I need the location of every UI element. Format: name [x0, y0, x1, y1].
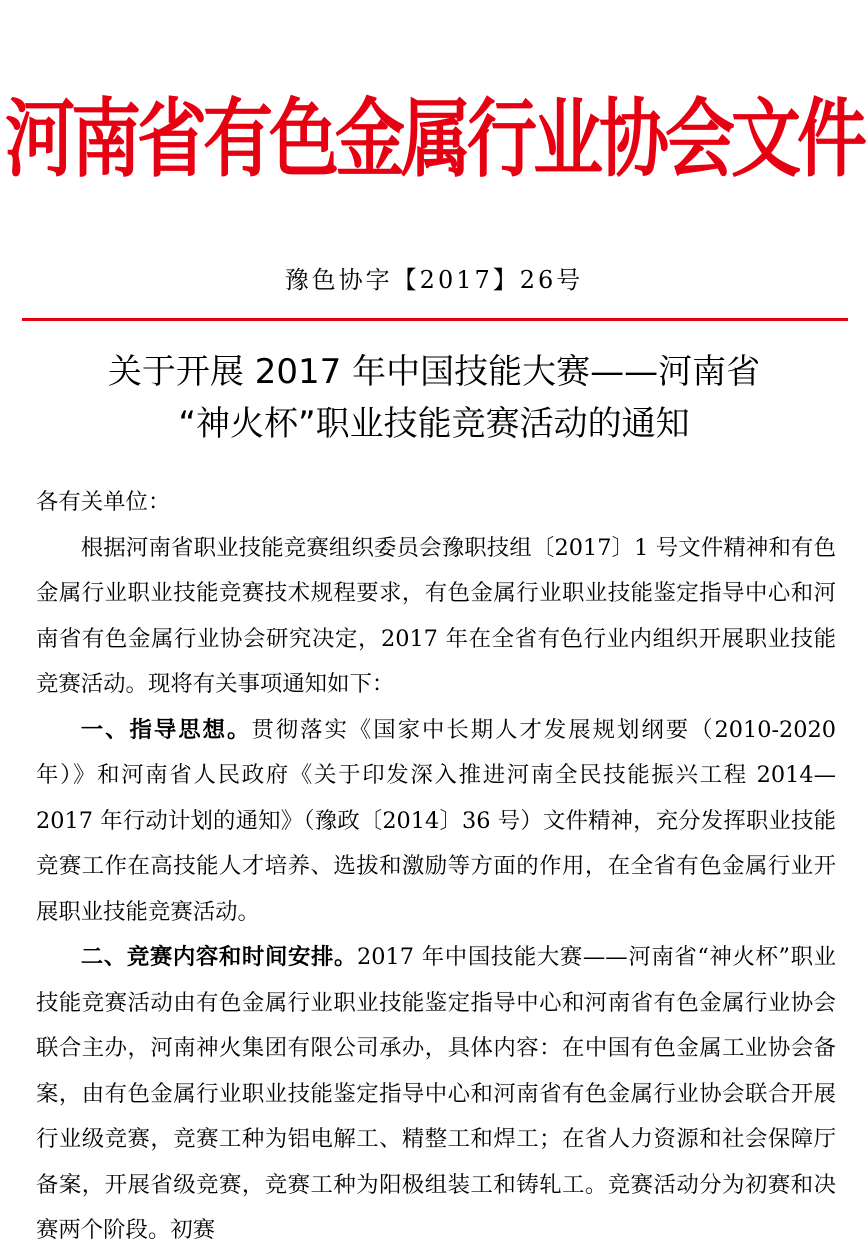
section-1-paragraph: [36, 708, 836, 936]
red-divider-line: [22, 318, 848, 321]
section-1-heading: 一、指导思想。: [80, 716, 252, 743]
salutation: 各有关单位：: [36, 489, 171, 515]
notice-title-line-2: “神火杯”职业技能竞赛活动的通知: [178, 404, 690, 444]
document-header-title: 河南省有色金属行业协会文件: [5, 89, 863, 190]
intro-paragraph: 根据河南省职业技能竞赛组织委员会豫职技组〔2017〕1 号文件精神和有色金属行业职业技能竞赛技术规程要求，有色金属行业职业技能鉴定指导中心和河南省有色金属行业协会研究决定，2017 年在全省有色行业内组织开展职业技能竞赛活动。现将有关事项通知如下：: [36, 534, 836, 697]
notice-title: [0, 346, 868, 450]
section-1-text: 贯彻落实《国家中长期人才发展规划纲要（2010-2020 年）》和河南省人民政府《关于印发深入推进河南全民技能振兴工程 2014—2017 年行动计划的通知》（豫政〔2014〕36 号）文件精神，充分发挥职业技能竞赛工作在高技能人才培养、选拔和激励等方面的作用，在全省有色金属行业开展职业技能竞赛活动。: [36, 716, 837, 925]
notice-title-line-1: 关于开展 2017 年中国技能大赛——河南省: [107, 352, 761, 392]
section-2-paragraph: [36, 935, 836, 1254]
section-2-text: 2017 年中国技能大赛——河南省“神火杯”职业技能竞赛活动由有色金属行业职业技能鉴定指导中心和河南省有色金属行业协会联合主办，河南神火集团有限公司承办，具体内容：在中国有色金属工业协会备案，由有色金属行业职业技能鉴定指导中心和河南省有色金属行业协会联合开展行业级竞赛，竞赛工种为铝电解工、精整工和焊工；在省人力资源和社会保障厅备案，开展省级竞赛，竞赛工种为阳极组装工和铸轧工。竞赛活动分为初赛和决赛两个阶段。初赛: [36, 944, 837, 1243]
section-2-heading: 二、竞赛内容和时间安排。: [80, 944, 358, 970]
document-body: [36, 480, 836, 1254]
document-number: 豫色协字【2017】26号: [284, 266, 584, 294]
